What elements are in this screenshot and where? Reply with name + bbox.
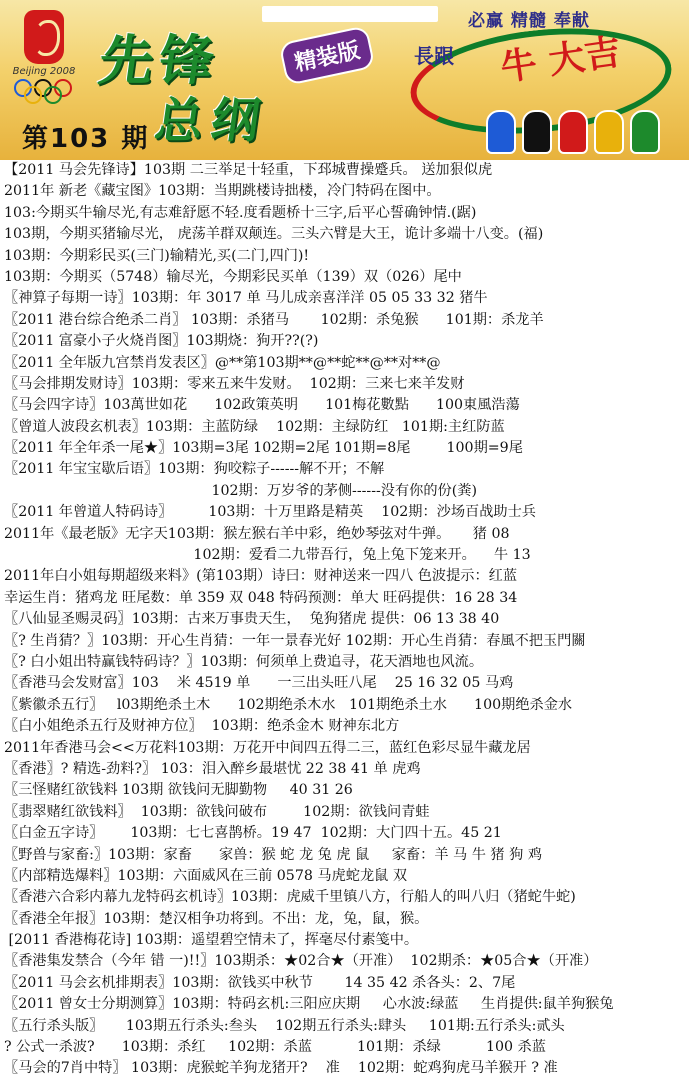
mascot-figure-icon (594, 110, 624, 154)
olympic-ring-icon (24, 86, 42, 104)
mascot-figure-icon (630, 110, 660, 154)
text-line: 102期：爱看二九带吾行，兔上兔下笼来开。 牛 13 (4, 547, 531, 564)
olympic-ring-icon (44, 86, 62, 104)
text-line: 〖内部精选爆料〗103期：六面威风在三前 0578 马虎蛇龙鼠 双 (4, 867, 408, 884)
text-line: [2011 香港梅花诗] 103期：遥望碧空情未了，挥毫尽付素笺中。 (4, 932, 419, 949)
page-title: 先锋 (95, 29, 224, 92)
page-subtitle: 总纲 (151, 93, 272, 149)
text-line: 103期：今期买（5748）输尽光，今期彩民买单（139）双（026）尾中 (4, 268, 462, 285)
olympic-rings-icon (14, 79, 74, 101)
banner-big-text: 牛 大吉 (498, 30, 624, 90)
text-line: 〖2011 富豪小子火烧肖图〗103期烧：狗开??(?) (4, 333, 319, 350)
mascot-figure-icon (486, 110, 516, 154)
text-line: 〖香港集发禁合（今年 错 一)!!〗103期杀：★02合★（开准） 102期杀：★05合★（开准） (4, 953, 598, 970)
issue-number: 第103 期 (22, 124, 150, 154)
text-line: 〖2011 年曾道人特码诗〗 103期：十万里路是精英 102期：沙场百战助士兵 (4, 504, 536, 521)
text-line: 幸运生肖：猪鸡龙 旺尾数：单 359 双 048 特码预测：单大 旺码提供：16 28 34 (4, 589, 518, 606)
banner-slogan: 必赢 精髓 奉献 (468, 11, 590, 31)
document-body (0, 160, 689, 1077)
text-line: 〖2011 曾女士分期测算〗103期：特码玄机:三阳应庆期 心水波:绿蓝 生肖提供:鼠羊狗猴兔 (4, 996, 614, 1013)
text-line: 〖神算子每期一诗〗103期：年 3017 单 马儿成亲喜洋洋 05 05 33 32 猪牛 (4, 290, 488, 307)
text-line: 2011年香港马会<<万花料103期：万花开中间四五得二三，蓝红色彩尽显牛藏龙居 (4, 739, 531, 756)
header-banner (0, 0, 689, 160)
mascot-group (486, 110, 676, 156)
edition-badge: 精装版 (279, 25, 376, 86)
text-line: 〖马会四字诗〗103萬世如花 102政策英明 101梅花數點 100東風浩蕩 (4, 397, 520, 414)
beijing-seal-icon (24, 10, 64, 64)
text-line: 〖野兽与家畜:〗103期：家畜 家兽：猴 蛇 龙 兔 虎 鼠 家畜：羊 马 牛 猪 狗 鸡 (4, 846, 543, 863)
text-line: 103期：今期彩民买(三门)输精光,买(二门,四门)! (4, 247, 310, 264)
text-line: 〖香港马会发财富〗103 米 4519 单 一三出头旺八尾 25 16 32 05 马鸡 (4, 675, 514, 692)
text-line: 〖香港六合彩内幕九龙特码玄机诗〗103期：虎威千里镇八方，行船人的叫八归（猪蛇牛蛇) (4, 889, 576, 906)
text-line: 〖紫徽杀五行〗 l03期绝杀土木 102期绝杀木水 101期绝杀土水 100期绝杀金水 (4, 696, 573, 713)
text-line: ? 公式一杀波? 103期：杀红 102期：杀蓝 101期：杀绿 100 杀蓝 (4, 1039, 546, 1056)
text-line: 〖八仙显圣赐灵码〗103期：古来万事贵天生， 兔狗猪虎 提供：06 13 38 40 (4, 611, 500, 628)
text-line: 103:今期买牛输尽光,有志难舒愿不轻.度看题桥十三字,后平心誓确钟情.(踞) (4, 204, 477, 221)
text-line: 〖2011 全年版九宫禁肖发表区〗@**第103期**@**蛇**@**对**@ (4, 354, 441, 371)
text-line: 〖马会排期发财诗〗103期：零来五来牛发财。 102期：三来七来羊发财 (4, 375, 465, 392)
text-line: 102期：万岁爷的茅侧------没有你的份(粪) (4, 482, 477, 499)
text-line: 2011年白小姐每期超级来料》(第103期）诗曰：财神送来一四八 色波提示：红蓝 (4, 568, 518, 585)
text-line: 〖2011 年宝宝歇后语〗103期：狗咬粽子------解不开；不解 (4, 461, 385, 478)
mascot-figure-icon (558, 110, 588, 154)
text-line: 2011年 新老《藏宝图》103期：当期跳楼诗拙楼，冷门特码在图中。 (4, 183, 441, 200)
text-line: 〖2011 港台综合绝杀二肖〗 103期：杀猪马 102期：杀兔猴 101期：杀龙羊 (4, 311, 544, 328)
text-line: 103期，今期买猪输尽光， 虎荡羊群双颠连。三头六臂是大王，诡计多端十八变。(福) (4, 226, 544, 243)
text-line: 〖三怪赌红欲钱料 103期 欲钱问无脚勤物 40 31 26 (4, 782, 353, 799)
text-line: 〖2011 马会玄机排期表〗103期：欲钱买中秋节 14 35 42 杀各头：2、7尾 (4, 974, 516, 991)
text-line: 〖白金五字诗〗 103期：七七喜鹊桥。19 47 102期：大门四十五。45 21 (4, 825, 502, 842)
text-line: 〖? 白小姐出特赢钱特码诗？〗103期：何须单上费追寻，花天酒地也风流。 (4, 653, 484, 670)
banner-white-strip (262, 6, 438, 22)
text-line: 〖五行杀头版〗 103期五行杀头:叁头 102期五行杀头:肆头 101期:五行杀头:贰头 (4, 1017, 565, 1034)
text-line: 〖曾道人波段玄机表〗103期：主蓝防绿 102期：主绿防红 101期:主红防蓝 (4, 418, 505, 435)
text-line: 〖香港全年报〗103期：楚汉相争功将到。不出：龙，兔，鼠，猴。 (4, 910, 429, 927)
text-line: 〖白小姐绝杀五行及财神方位〗 103期：绝杀金木 财神东北方 (4, 718, 400, 735)
olympic-logo (8, 10, 80, 110)
text-line: 〖? 生肖猜？〗103期：开心生肖猜：一年一景春光好 102期：开心生肖猜：春風不把玉門關 (4, 632, 586, 649)
logo-text: Beijing 2008 (12, 66, 76, 77)
text-line: 【2011 马会先锋诗】103期 二三举足十轻重，下邳城曹操蹙兵。 送加狠似虎 (4, 162, 493, 178)
mascot-figure-icon (522, 110, 552, 154)
text-line: 2011年《最老版》无字天103期：猴左猴右羊中彩，绝妙琴弦对牛弹。 猪 08 (4, 525, 510, 542)
banner-follow-text: 長跟 (414, 44, 454, 68)
text-line: 〖2011 年全年杀一尾★〗103期=3尾 102期=2尾 101期=8尾 100期=9尾 (4, 440, 523, 457)
text-line: 〖香港〗? 精选-劲料?〗 103：泪入醉乡最堪忧 22 38 41 单 虎鸡 (4, 760, 421, 777)
text-line: 〖翡翠赌红欲钱料〗 103期：欲钱问破布 102期：欲钱问青蛙 (4, 803, 430, 820)
text-line: 〖马会的7肖中特〗 103期：虎猴蛇羊狗龙猪开? 准 102期：蛇鸡狗虎马羊猴开 ? 准 (4, 1060, 558, 1077)
